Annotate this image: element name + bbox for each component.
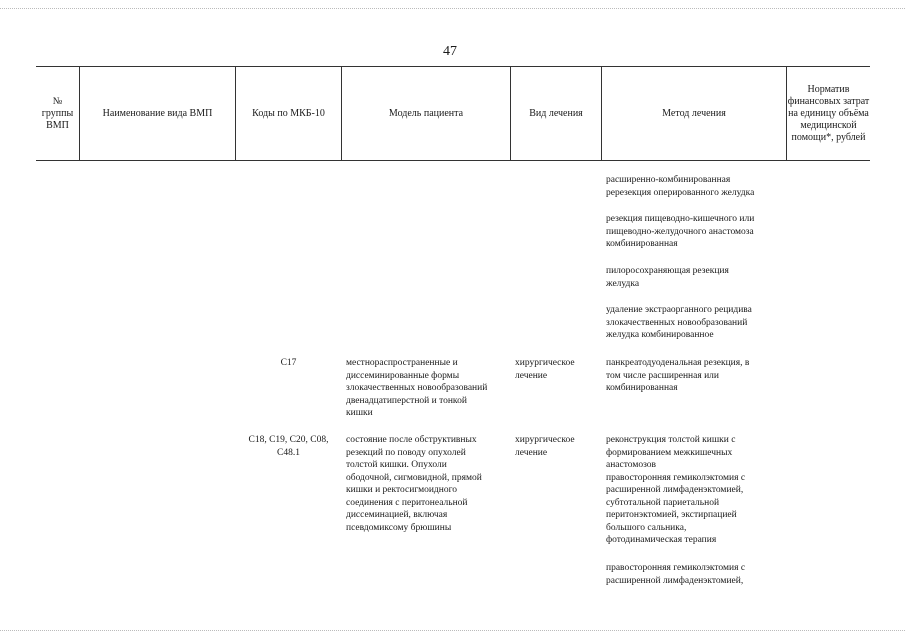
patient-model-cell: местнораспространенные и диссеминированные формы злокачественных новообразований двенадцатиперстной и тонкой кишки — [346, 358, 488, 418]
header-vmp-name-text: Наименование вида ВМП — [102, 107, 213, 119]
method-item: удаление экстраорганного рецидива злокачественных новообразований желудка комбинированное — [606, 305, 752, 340]
page-number: 47 — [443, 44, 457, 59]
header-group-number-text: № группы ВМП — [41, 95, 74, 131]
treatment-type-cell: хирургическое лечение — [515, 358, 575, 381]
treatment-method-cell: реконструкция толстой кишки с формированием межкишечных анастомозов правосторонняя гемиколэктомия с расширенной лимфаденэктомией, субтотальной париетальной перитонэктомией, экстирпацией большого сальника, фотодинамическая терапия — [606, 435, 746, 545]
header-cost-standard — [787, 66, 870, 161]
header-icd-codes — [236, 66, 341, 161]
patient-model-cell: состояние после обструктивных резекций по поводу опухолей толстой кишки. Опухоли ободочной, сигмовидной, прямой кишки и ректосигмоидного соединения с перитонеальной диссеминацией, включая псевдомиксому брюшины — [346, 435, 482, 533]
icd-code-cell: C18, C19, C20, C08, C48.1 — [248, 435, 329, 458]
header-treatment-type-text: Вид лечения — [529, 107, 583, 119]
scan-noise-bottom — [0, 630, 905, 632]
header-treatment-method-text: Метод лечения — [662, 107, 726, 119]
treatment-method-cell: правосторонняя гемиколэктомия с расширенной лимфаденэктомией, — [606, 563, 746, 586]
method-item: расширенно-комбинированная ререзекция оперированного желудка — [606, 175, 755, 198]
header-treatment-type — [511, 66, 601, 161]
header-cost-standard-text: Норматив финансовых затрат на единицу объёма медицинской помощи*, рублей — [787, 83, 870, 143]
header-treatment-method — [602, 66, 786, 161]
treatment-type-cell: хирургическое лечение — [515, 435, 575, 458]
icd-code-cell: C17 — [280, 358, 297, 368]
header-patient-model-text: Модель пациента — [388, 107, 464, 119]
scan-noise-top — [0, 8, 905, 10]
treatment-method-cell: панкреатодуоденальная резекция, в том числе расширенная или комбинированная — [606, 358, 750, 393]
header-patient-model — [342, 66, 510, 161]
method-item: пилоросохраняющая резекция желудка — [606, 266, 729, 289]
header-icd-codes-text: Коды по МКБ-10 — [252, 107, 325, 119]
method-item: резекция пищеводно-кишечного или пищеводно-желудочного анастомоза комбинированная — [606, 214, 755, 249]
header-group-number — [36, 66, 79, 161]
header-vmp-name — [80, 66, 235, 161]
